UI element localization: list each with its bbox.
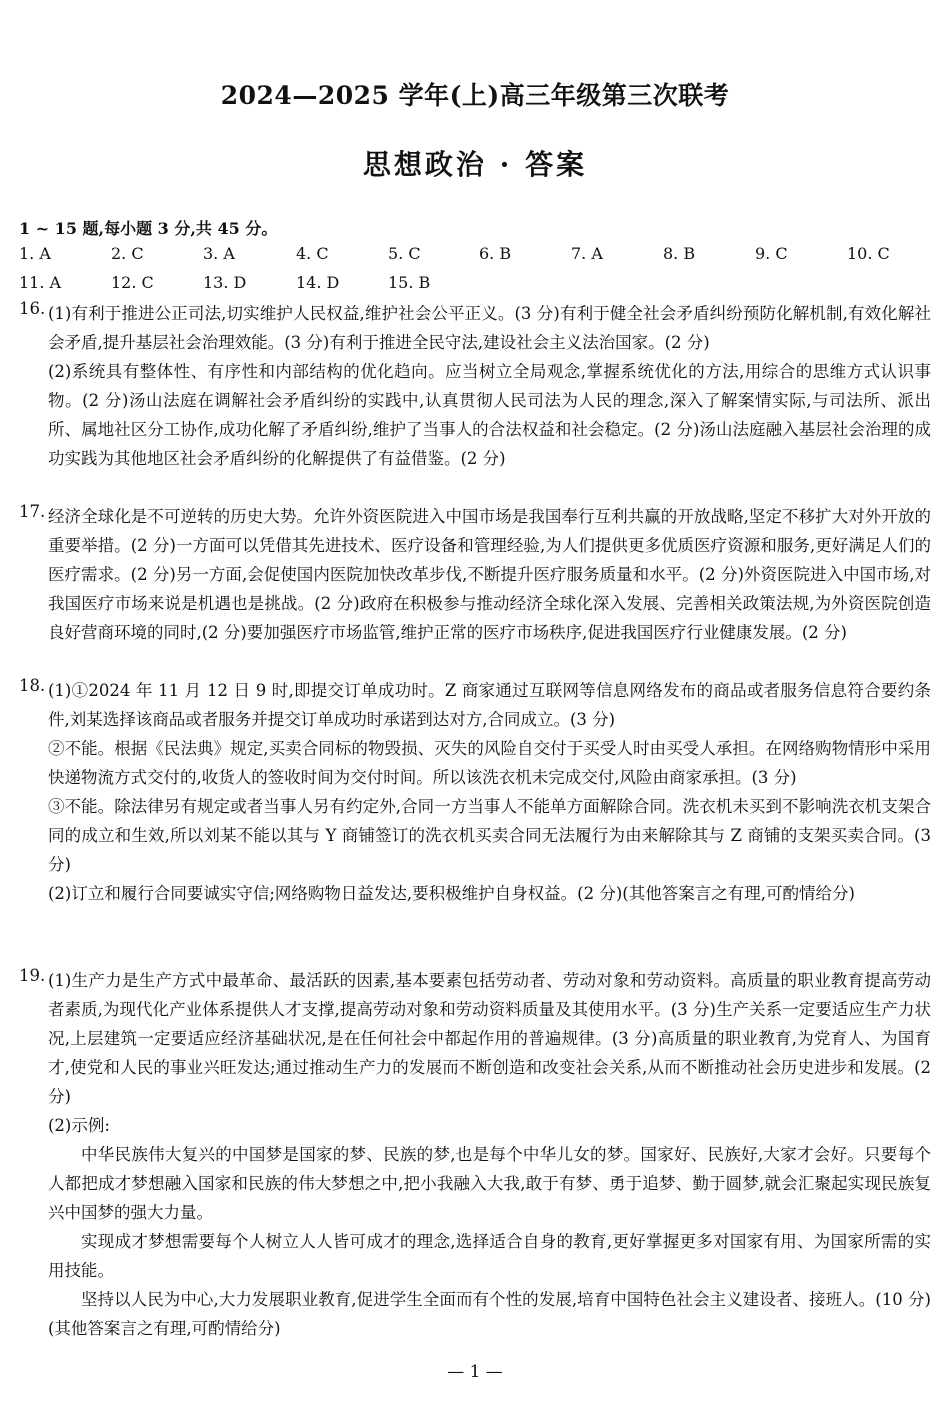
answer-paragraph: (2)订立和履行合同要诚实守信;网络购物日益发达,要积极维护自身权益。(2 分)(其他答案言之有理,可酌情给分) xyxy=(48,884,855,903)
sample-paragraph: 中华民族伟大复兴的中国梦是国家的梦、民族的梦,也是每个中华儿女的梦。国家好、民族好,大家才会好。只要每个人都把成才梦想融入国家和民族的伟大梦想之中,把小我融入大我,敢于有梦、勇于追梦、勤于圆梦,就会汇聚起实现民族复兴中国梦的强大力量。 xyxy=(48,1145,931,1222)
answer-paragraph: (1)生产力是生产方式中最革命、最活跃的因素,基本要素包括劳动者、劳动对象和劳动资料。高质量的职业教育提高劳动者素质,为现代化产业体系提供人才支撑,提高劳动对象和劳动资料质量及其使用水平。(3 分)生产关系一定要适应生产力状况,上层建筑一定要适应经济基础状况,是在任何社会中都起作用的普遍规律。(3 分)高质量的职业教育,为党育人、为国育才,使党和人民的事业兴旺发达;通过推动生产力的发展而不断创造和改变社会关系,从而不断推动社会历史进步和发展。(2 分) xyxy=(48,971,931,1106)
question-number: 19. xyxy=(19,966,46,985)
answer-item: 15. B xyxy=(388,273,431,292)
question-body xyxy=(48,966,931,1343)
answer-item: 13. D xyxy=(203,273,247,292)
answer-item: 4. C xyxy=(296,244,329,263)
question-number: 16. xyxy=(19,299,46,318)
answer-item: 1. A xyxy=(19,244,51,263)
answer-item: 9. C xyxy=(755,244,788,263)
answer-item: 3. A xyxy=(203,244,235,263)
question-18 xyxy=(19,676,931,908)
question-body xyxy=(48,502,931,647)
sample-paragraph: 坚持以人民为中心,大力发展职业教育,促进学生全面而有个性的发展,培育中国特色社会主义建设者、接班人。(10 分)(其他答案言之有理,可酌情给分) xyxy=(48,1290,931,1338)
answer-item: 8. B xyxy=(663,244,696,263)
answer-row-1 xyxy=(19,244,931,273)
answer-paragraph: ③不能。除法律另有规定或者当事人另有约定外,合同一方当事人不能单方面解除合同。洗衣机未买到不影响洗衣机支架合同的成立和生效,所以刘某不能以其与 Y 商铺签订的洗衣机买卖合同无法履行为由来解除其与 Z 商铺的支架买卖合同。(3 分) xyxy=(48,797,931,874)
page-title: 2024—2025 学年(上)高三年级第三次联考 xyxy=(220,81,730,110)
question-number: 17. xyxy=(19,502,46,521)
answer-paragraph: (2)系统具有整体性、有序性和内部结构的优化趋向。应当树立全局观念,掌握系统优化的方法,用综合的思维方式认识事物。(2 分)汤山法庭在调解社会矛盾纠纷的实践中,认真贯彻人民司法为人民的理念,深入了解案情实际,与司法所、派出所、属地社区分工协作,成功化解了矛盾纠纷,维护了当事人的合法权益和社会稳定。(2 分)汤山法庭融入基层社会治理的成功实践为其他地区社会矛盾纠纷的化解提供了有益借鉴。(2 分) xyxy=(48,362,931,468)
question-body xyxy=(48,676,931,908)
question-16 xyxy=(19,299,931,473)
answer-item: 10. C xyxy=(847,244,890,263)
choice-answer-grid xyxy=(19,244,931,302)
answer-paragraph: (2)示例: xyxy=(48,1116,110,1135)
answer-row-2 xyxy=(19,273,931,302)
answer-item: 11. A xyxy=(19,273,62,292)
answer-paragraph: (1)①2024 年 11 月 12 日 9 时,即提交订单成功时。Z 商家通过互联网等信息网络发布的商品或者服务信息符合要约条件,刘某选择该商品或者服务并提交订单成功时承诺到达对方,合同成立。(3 分) xyxy=(48,681,931,729)
answer-paragraph: (1)有利于推进公正司法,切实维护人民权益,维护社会公平正义。(3 分)有利于健全社会矛盾纠纷预防化解机制,有效化解社会矛盾,提升基层社会治理效能。(3 分)有利于推进全民守法,建设社会主义法治国家。(2 分) xyxy=(48,304,931,352)
answer-paragraph: ②不能。根据《民法典》规定,买卖合同标的物毁损、灭失的风险自交付于买受人时由买受人承担。在网络购物情形中采用快递物流方式交付的,收货人的签收时间为交付时间。所以该洗衣机未完成交付,风险由商家承担。(3 分) xyxy=(48,739,931,787)
answer-item: 5. C xyxy=(388,244,421,263)
answer-item: 7. A xyxy=(571,244,603,263)
question-body xyxy=(48,299,931,473)
question-19 xyxy=(19,966,931,1343)
question-17 xyxy=(19,502,931,647)
answer-item: 12. C xyxy=(111,273,154,292)
page-number: — 1 — xyxy=(447,1362,503,1382)
answer-item: 14. D xyxy=(296,273,340,292)
answer-item: 6. B xyxy=(479,244,512,263)
question-number: 18. xyxy=(19,676,46,695)
section-note: 1 ~ 15 题,每小题 3 分,共 45 分。 xyxy=(19,219,278,238)
page-subtitle: 思想政治 · 答案 xyxy=(362,148,588,181)
answer-item: 2. C xyxy=(111,244,144,263)
sample-paragraph: 实现成才梦想需要每个人树立人人皆可成才的理念,选择适合自身的教育,更好掌握更多对国家有用、为国家所需的实用技能。 xyxy=(48,1232,931,1280)
answer-paragraph: 经济全球化是不可逆转的历史大势。允许外资医院进入中国市场是我国奉行互利共赢的开放战略,坚定不移扩大对外开放的重要举措。(2 分)一方面可以凭借其先进技术、医疗设备和管理经验,为人们提供更多优质医疗资源和服务,更好满足人们的医疗需求。(2 分)另一方面,会促使国内医院加快改革步伐,不断提升医疗服务质量和水平。(2 分)外资医院进入中国市场,对我国医疗市场来说是机遇也是挑战。(2 分)政府在积极参与推动经济全球化深入发展、完善相关政策法规,为外资医院创造良好营商环境的同时,(2 分)要加强医疗市场监管,维护正常的医疗市场秩序,促进我国医疗行业健康发展。(2 分) xyxy=(48,507,931,642)
